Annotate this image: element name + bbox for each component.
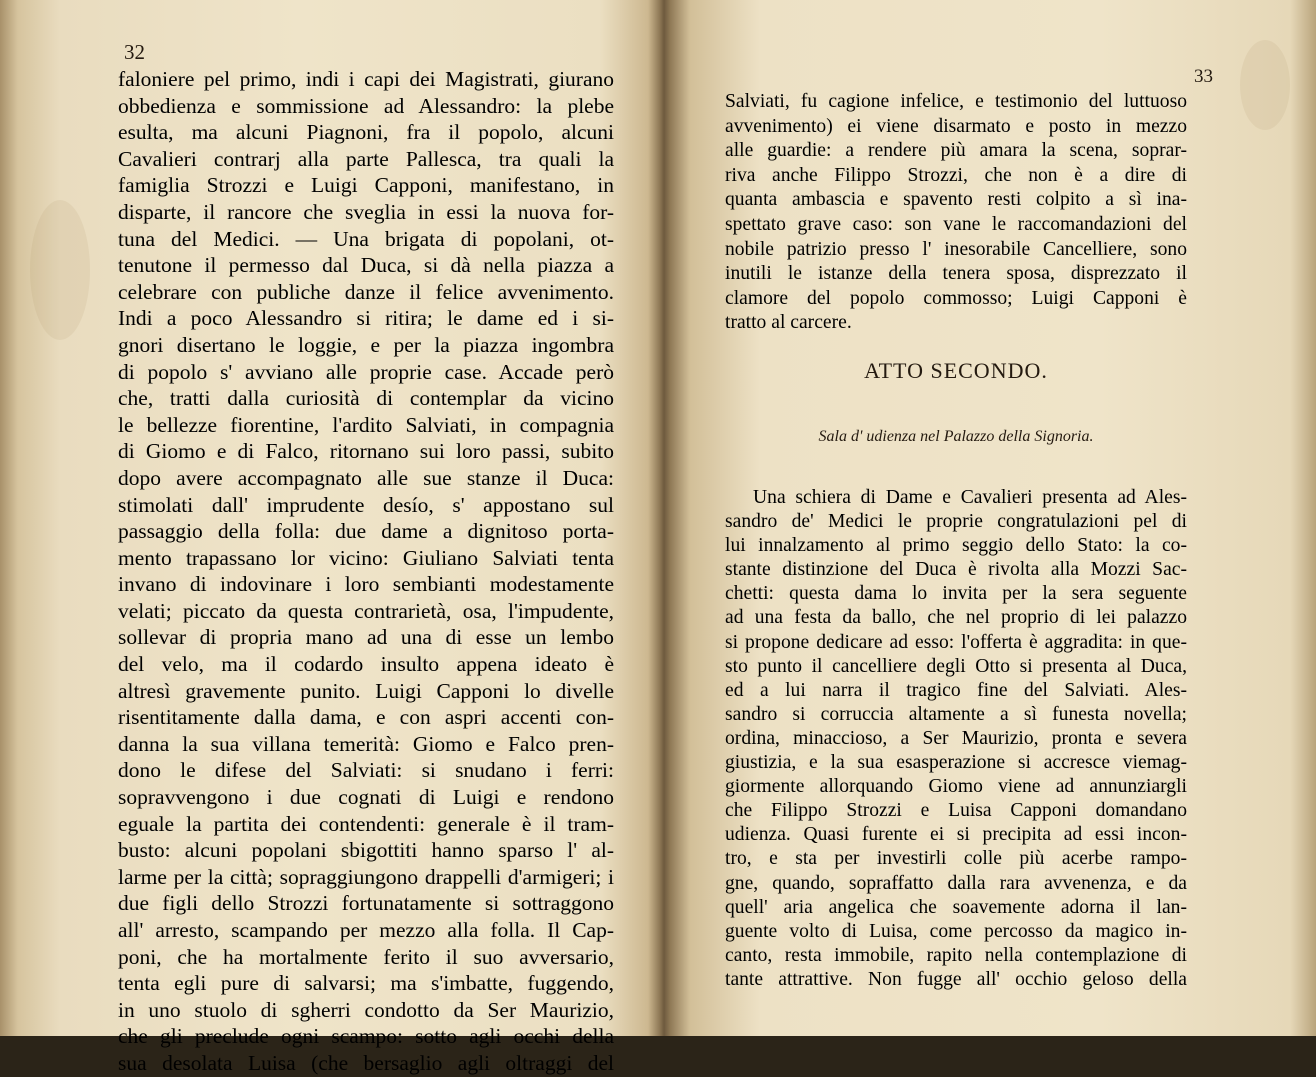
text-line: eguale la partita dei contendenti: generale è il tram- (118, 811, 614, 836)
text-line: due figli dello Strozzi fortunatamente si sottraggono (118, 891, 614, 916)
text-line: inutili le istanze della tenera sposa, disprezzato il (725, 263, 1187, 285)
page-number-left: 32 (124, 40, 145, 64)
text-line: sandro de' Medici le proprie congratulazioni pel di (725, 511, 1187, 533)
text-line: sto punto il cancelliere degli Otto si presenta al Duca, (725, 655, 1187, 677)
text-line: giustizia, e la sua esasperazione si accresce viemag- (725, 752, 1187, 774)
text-line: altresì gravemente punito. Luigi Capponi lo divelle (118, 678, 614, 703)
right-page-body-text (725, 486, 1187, 992)
text-line: del velo, ma il codardo insulto appena ideato è (118, 652, 614, 677)
left-page-text (118, 66, 614, 1077)
text-line: che Filippo Strozzi e Luisa Capponi domandano (725, 800, 1187, 822)
scene-title: Sala d' udienza nel Palazzo della Signoria. (818, 428, 1094, 445)
text-line: nobile patrizio presso l' inesorabile Cancelliere, sono (725, 238, 1187, 260)
text-line: di popolo s' avviano alle proprie case. Accade però (118, 359, 614, 384)
text-line: larme per la città; sopraggiungono drappelli d'armigeri; i (118, 864, 614, 889)
text-line: celebrare con publiche danze il felice avvenimento. (118, 279, 614, 304)
text-line: all' arresto, scampando per mezzo alla folla. Il Cap- (118, 918, 614, 942)
text-line: clamore del popolo commosso; Luigi Capponi è (725, 287, 1187, 309)
act-title: ATTO SECONDO. (864, 358, 1048, 383)
text-line: ordina, minaccioso, a Ser Maurizio, pronta e severa (725, 727, 1187, 749)
text-line: Cavalieri contrarj alla parte Pallesca, tra quali la (118, 146, 614, 171)
text-line: disparte, il rancore che sveglia in essi la nuova for- (118, 199, 614, 224)
text-line: udienza. Quasi furente ei si precipita ad essi incon- (725, 824, 1187, 846)
text-line: si propone dedicare ad esso: l'offerta è aggradita: in que- (725, 631, 1187, 653)
text-line: sandro si corruccia altamente a sì funesta novella; (725, 703, 1187, 725)
text-line: Una schiera di Dame e Cavalieri presenta ad Ales- (753, 487, 1187, 508)
text-line: quanta ambascia e spavento resti colpito a sì ina- (725, 189, 1187, 211)
text-line: guente volto di Luisa, come percosso da magico in- (725, 920, 1187, 942)
text-line: ed a lui narra il tragico fine del Salviati. Ales- (725, 679, 1187, 701)
text-line: tenutone il permesso dal Duca, si dà nella piazza a (118, 253, 614, 278)
text-line: velati; piccato da questa contrarietà, osa, l'impudente, (118, 598, 614, 623)
text-line: ad una festa da ballo, che nel proprio di lei palazzo (725, 607, 1187, 629)
text-line: sollevar di propria mano ad una di esse un lembo (118, 625, 614, 650)
text-line: tenta egli pure di salvarsi; ma s'imbatte, fuggendo, (118, 971, 614, 996)
text-line: spettato grave caso: son vane le raccomandazioni del (725, 213, 1187, 235)
text-line: chetti: questa dama lo invita per la sera seguente (725, 583, 1187, 605)
text-line: busto: alcuni popolani sbigottiti hanno sparso l' al- (118, 838, 614, 863)
text-line: faloniere pel primo, indi i capi dei Magistrati, giurano (118, 67, 614, 91)
text-line: canto, resta immobile, rapito nella contemplazione di (725, 944, 1187, 966)
text-line: alle guardie: a rendere più amara la scena, soprar- (725, 140, 1187, 162)
text-line: dopo avere accompagnato alle sue stanze il Duca: (118, 465, 614, 490)
text-line: giormente allorquando Giomo viene ad annunziargli (725, 776, 1187, 798)
text-line: in uno stuolo di sgherri condotto da Ser Maurizio, (118, 997, 614, 1022)
text-line: invano di indovinare i loro sembianti modestamente (118, 572, 614, 597)
text-line: di Giomo e di Falco, ritornano sui loro passi, subito (118, 439, 614, 464)
text-line: riva anche Filippo Strozzi, che non è a dire di (725, 164, 1187, 186)
text-line: sua desolata Luisa (che bersaglio agli oltraggi del (118, 1050, 614, 1075)
text-line: famiglia Strozzi e Luigi Capponi, manifestano, in (118, 173, 614, 198)
text-line: Indi a poco Alessandro si ritira; le dame ed i si- (118, 306, 614, 331)
text-line: passaggio della folla: due dame a dignitoso porta- (118, 519, 614, 544)
text-line: gnori disertano le loggie, e per la piazza ingombra (118, 332, 614, 357)
page-number-right: 33 (1194, 66, 1213, 87)
text-line: gne, quando, sopraffatto dalla rara avvenenza, e da (725, 872, 1187, 894)
text-line: tuna del Medici. — Una brigata di popolani, ot- (118, 226, 614, 251)
text-line: le bellezze fiorentine, l'ardito Salviati, in compagnia (118, 412, 614, 437)
text-line: danna la sua villana temerità: Giomo e Falco pren- (118, 731, 614, 756)
text-line: tro, e sta per investirli colle più acerbe rampo- (725, 848, 1187, 870)
text-line: quell' aria angelica che soavemente adorna il lan- (725, 896, 1187, 918)
text-line: dono le difese del Salviati: si snudano i ferri: (118, 758, 614, 783)
text-line: sopravvengono i due cognati di Luigi e rendono (118, 785, 614, 810)
text-line: obbedienza e sommissione ad Alessandro: la plebe (118, 93, 614, 118)
text-line: che gli preclude ogni scampo: sotto agli occhi della (118, 1024, 614, 1049)
text-line: avvenimento) ei viene disarmato e posto in mezzo (725, 115, 1187, 137)
text-line: mento trapassano lor vicino: Giuliano Salviati tenta (118, 545, 614, 570)
text-line: che, tratti dalla curiosità di contemplar da vicino (118, 386, 614, 411)
text-line: tante attrattive. Non fugge all' occhio geloso della (725, 968, 1187, 990)
text-line: esulta, ma alcuni Piagnoni, fra il popolo, alcuni (118, 120, 614, 145)
text-line: Salviati, fu cagione infelice, e testimonio del luttuoso (725, 91, 1187, 112)
text-line: stimolati dall' imprudente desío, s' appostano sul (118, 492, 614, 517)
text-line: poni, che ha mortalmente ferito il suo avversario, (118, 944, 614, 969)
text-line: lui innalzamento al primo seggio dello Stato: la co- (725, 535, 1187, 557)
text-line: stante distinzione del Duca è rivolta alla Mozzi Sac- (725, 559, 1187, 581)
text-line: tratto al carcere. (725, 312, 852, 334)
right-page-continuation-text (725, 90, 1187, 336)
text-line: risentitamente dalla dama, e con aspri accenti con- (118, 705, 614, 730)
